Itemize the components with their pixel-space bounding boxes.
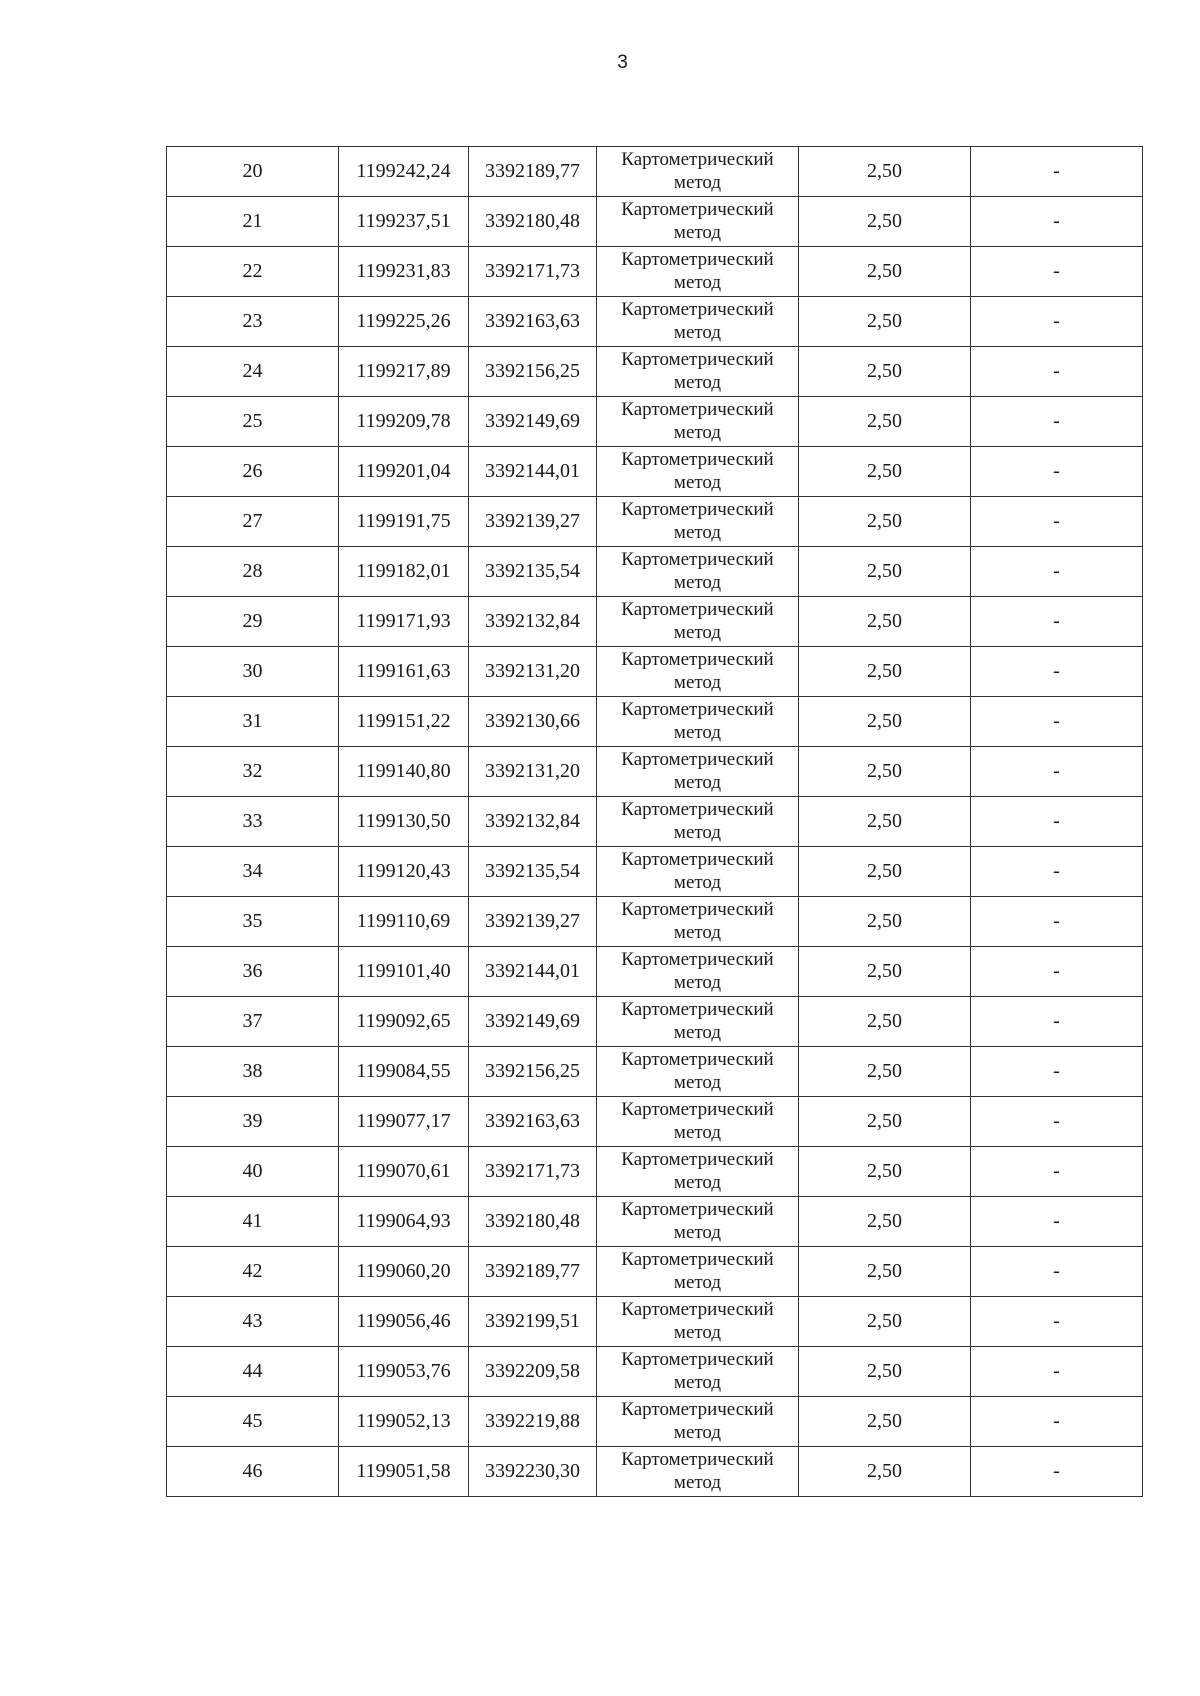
method-cell xyxy=(597,197,799,247)
y-coordinate-cell: 3392219,88 xyxy=(469,1397,597,1447)
table-row xyxy=(167,1347,1143,1397)
point-number-cell: 24 xyxy=(167,347,339,397)
point-number-cell: 46 xyxy=(167,1447,339,1497)
method-line-1: Картометрический xyxy=(621,1298,774,1320)
note-cell: - xyxy=(971,1247,1143,1297)
table-row xyxy=(167,947,1143,997)
accuracy-cell: 2,50 xyxy=(799,1197,971,1247)
table-row xyxy=(167,297,1143,347)
table-row xyxy=(167,397,1143,447)
table-row xyxy=(167,847,1143,897)
point-number-cell: 30 xyxy=(167,647,339,697)
note-cell: - xyxy=(971,1397,1143,1447)
method-cell xyxy=(597,1197,799,1247)
page-number: 3 xyxy=(617,52,628,73)
method-cell xyxy=(597,397,799,447)
method-line-1: Картометрический xyxy=(621,648,774,670)
method-line-2: метод xyxy=(673,271,722,293)
accuracy-cell: 2,50 xyxy=(799,447,971,497)
table-row xyxy=(167,247,1143,297)
note-cell: - xyxy=(971,747,1143,797)
y-coordinate-cell: 3392171,73 xyxy=(469,247,597,297)
method-line-2: метод xyxy=(673,1121,722,1143)
method-cell xyxy=(597,547,799,597)
method-line-2: метод xyxy=(673,571,722,593)
method-line-1: Картометрический xyxy=(621,248,774,270)
accuracy-cell: 2,50 xyxy=(799,1097,971,1147)
x-coordinate-cell: 1199110,69 xyxy=(339,897,469,947)
coordinates-table-body xyxy=(167,147,1143,1497)
table-row xyxy=(167,997,1143,1047)
method-line-2: метод xyxy=(673,871,722,893)
point-number-cell: 34 xyxy=(167,847,339,897)
x-coordinate-cell: 1199130,50 xyxy=(339,797,469,847)
note-cell: - xyxy=(971,997,1143,1047)
method-cell xyxy=(597,897,799,947)
method-cell xyxy=(597,147,799,197)
point-number-cell: 36 xyxy=(167,947,339,997)
x-coordinate-cell: 1199052,13 xyxy=(339,1397,469,1447)
method-line-1: Картометрический xyxy=(621,1348,774,1370)
table-row xyxy=(167,797,1143,847)
table-row xyxy=(167,697,1143,747)
method-line-2: метод xyxy=(673,221,722,243)
note-cell: - xyxy=(971,1297,1143,1347)
y-coordinate-cell: 3392132,84 xyxy=(469,597,597,647)
point-number-cell: 38 xyxy=(167,1047,339,1097)
method-line-1: Картометрический xyxy=(621,498,774,520)
method-line-1: Картометрический xyxy=(621,748,774,770)
method-line-1: Картометрический xyxy=(621,798,774,820)
accuracy-cell: 2,50 xyxy=(799,547,971,597)
y-coordinate-cell: 3392209,58 xyxy=(469,1347,597,1397)
x-coordinate-cell: 1199084,55 xyxy=(339,1047,469,1097)
method-line-1: Картометрический xyxy=(621,1048,774,1070)
point-number-cell: 39 xyxy=(167,1097,339,1147)
note-cell: - xyxy=(971,1197,1143,1247)
point-number-cell: 44 xyxy=(167,1347,339,1397)
y-coordinate-cell: 3392171,73 xyxy=(469,1147,597,1197)
table-row xyxy=(167,1147,1143,1197)
table-row xyxy=(167,147,1143,197)
note-cell: - xyxy=(971,897,1143,947)
point-number-cell: 21 xyxy=(167,197,339,247)
method-cell xyxy=(597,747,799,797)
note-cell: - xyxy=(971,947,1143,997)
accuracy-cell: 2,50 xyxy=(799,697,971,747)
x-coordinate-cell: 1199064,93 xyxy=(339,1197,469,1247)
table-row xyxy=(167,1097,1143,1147)
method-cell xyxy=(597,797,799,847)
point-number-cell: 27 xyxy=(167,497,339,547)
method-line-2: метод xyxy=(673,321,722,343)
table-row xyxy=(167,347,1143,397)
coordinates-table xyxy=(166,146,1143,1497)
accuracy-cell: 2,50 xyxy=(799,147,971,197)
accuracy-cell: 2,50 xyxy=(799,1247,971,1297)
method-line-1: Картометрический xyxy=(621,1248,774,1270)
accuracy-cell: 2,50 xyxy=(799,1047,971,1097)
table-row xyxy=(167,1397,1143,1447)
y-coordinate-cell: 3392163,63 xyxy=(469,297,597,347)
point-number-cell: 26 xyxy=(167,447,339,497)
method-line-1: Картометрический xyxy=(621,348,774,370)
method-line-1: Картометрический xyxy=(621,398,774,420)
method-line-1: Картометрический xyxy=(621,848,774,870)
note-cell: - xyxy=(971,447,1143,497)
x-coordinate-cell: 1199151,22 xyxy=(339,697,469,747)
accuracy-cell: 2,50 xyxy=(799,1447,971,1497)
method-line-1: Картометрический xyxy=(621,598,774,620)
method-cell xyxy=(597,847,799,897)
method-cell xyxy=(597,1147,799,1197)
point-number-cell: 45 xyxy=(167,1397,339,1447)
y-coordinate-cell: 3392149,69 xyxy=(469,397,597,447)
table-row xyxy=(167,447,1143,497)
y-coordinate-cell: 3392131,20 xyxy=(469,647,597,697)
x-coordinate-cell: 1199070,61 xyxy=(339,1147,469,1197)
note-cell: - xyxy=(971,1447,1143,1497)
method-cell xyxy=(597,1247,799,1297)
accuracy-cell: 2,50 xyxy=(799,797,971,847)
method-cell xyxy=(597,997,799,1047)
accuracy-cell: 2,50 xyxy=(799,397,971,447)
x-coordinate-cell: 1199191,75 xyxy=(339,497,469,547)
y-coordinate-cell: 3392144,01 xyxy=(469,447,597,497)
method-line-1: Картометрический xyxy=(621,1198,774,1220)
table-row xyxy=(167,197,1143,247)
method-line-1: Картометрический xyxy=(621,298,774,320)
method-line-2: метод xyxy=(673,171,722,193)
accuracy-cell: 2,50 xyxy=(799,247,971,297)
x-coordinate-cell: 1199120,43 xyxy=(339,847,469,897)
method-cell xyxy=(597,697,799,747)
method-cell xyxy=(597,297,799,347)
method-line-1: Картометрический xyxy=(621,1398,774,1420)
y-coordinate-cell: 3392132,84 xyxy=(469,797,597,847)
y-coordinate-cell: 3392139,27 xyxy=(469,497,597,547)
accuracy-cell: 2,50 xyxy=(799,1297,971,1347)
method-line-2: метод xyxy=(673,1071,722,1093)
method-line-1: Картометрический xyxy=(621,1448,774,1470)
table-row xyxy=(167,1197,1143,1247)
x-coordinate-cell: 1199092,65 xyxy=(339,997,469,1047)
note-cell: - xyxy=(971,697,1143,747)
note-cell: - xyxy=(971,1047,1143,1097)
x-coordinate-cell: 1199056,46 xyxy=(339,1297,469,1347)
point-number-cell: 25 xyxy=(167,397,339,447)
accuracy-cell: 2,50 xyxy=(799,947,971,997)
method-cell xyxy=(597,1297,799,1347)
x-coordinate-cell: 1199051,58 xyxy=(339,1447,469,1497)
x-coordinate-cell: 1199060,20 xyxy=(339,1247,469,1297)
x-coordinate-cell: 1199171,93 xyxy=(339,597,469,647)
point-number-cell: 22 xyxy=(167,247,339,297)
x-coordinate-cell: 1199161,63 xyxy=(339,647,469,697)
y-coordinate-cell: 3392135,54 xyxy=(469,547,597,597)
point-number-cell: 37 xyxy=(167,997,339,1047)
point-number-cell: 23 xyxy=(167,297,339,347)
y-coordinate-cell: 3392144,01 xyxy=(469,947,597,997)
y-coordinate-cell: 3392180,48 xyxy=(469,197,597,247)
method-line-1: Картометрический xyxy=(621,948,774,970)
point-number-cell: 33 xyxy=(167,797,339,847)
x-coordinate-cell: 1199053,76 xyxy=(339,1347,469,1397)
note-cell: - xyxy=(971,247,1143,297)
point-number-cell: 42 xyxy=(167,1247,339,1297)
y-coordinate-cell: 3392139,27 xyxy=(469,897,597,947)
y-coordinate-cell: 3392230,30 xyxy=(469,1447,597,1497)
x-coordinate-cell: 1199209,78 xyxy=(339,397,469,447)
note-cell: - xyxy=(971,1097,1143,1147)
accuracy-cell: 2,50 xyxy=(799,847,971,897)
table-row xyxy=(167,647,1143,697)
y-coordinate-cell: 3392156,25 xyxy=(469,1047,597,1097)
method-line-2: метод xyxy=(673,1271,722,1293)
method-cell xyxy=(597,347,799,397)
method-line-2: метод xyxy=(673,921,722,943)
point-number-cell: 32 xyxy=(167,747,339,797)
note-cell: - xyxy=(971,847,1143,897)
note-cell: - xyxy=(971,647,1143,697)
point-number-cell: 20 xyxy=(167,147,339,197)
point-number-cell: 41 xyxy=(167,1197,339,1247)
method-line-2: метод xyxy=(673,1371,722,1393)
y-coordinate-cell: 3392163,63 xyxy=(469,1097,597,1147)
method-line-2: метод xyxy=(673,1321,722,1343)
x-coordinate-cell: 1199217,89 xyxy=(339,347,469,397)
method-line-2: метод xyxy=(673,1421,722,1443)
method-cell xyxy=(597,947,799,997)
accuracy-cell: 2,50 xyxy=(799,747,971,797)
accuracy-cell: 2,50 xyxy=(799,997,971,1047)
method-cell xyxy=(597,1097,799,1147)
x-coordinate-cell: 1199140,80 xyxy=(339,747,469,797)
method-line-2: метод xyxy=(673,1171,722,1193)
table-row xyxy=(167,747,1143,797)
method-line-1: Картометрический xyxy=(621,198,774,220)
method-line-2: метод xyxy=(673,671,722,693)
x-coordinate-cell: 1199182,01 xyxy=(339,547,469,597)
accuracy-cell: 2,50 xyxy=(799,1147,971,1197)
accuracy-cell: 2,50 xyxy=(799,297,971,347)
method-cell xyxy=(597,247,799,297)
point-number-cell: 28 xyxy=(167,547,339,597)
note-cell: - xyxy=(971,347,1143,397)
table-row xyxy=(167,1047,1143,1097)
table-row xyxy=(167,497,1143,547)
method-cell xyxy=(597,1347,799,1397)
point-number-cell: 29 xyxy=(167,597,339,647)
y-coordinate-cell: 3392156,25 xyxy=(469,347,597,397)
method-line-2: метод xyxy=(673,371,722,393)
accuracy-cell: 2,50 xyxy=(799,1397,971,1447)
table-row xyxy=(167,1247,1143,1297)
method-line-2: метод xyxy=(673,771,722,793)
y-coordinate-cell: 3392180,48 xyxy=(469,1197,597,1247)
accuracy-cell: 2,50 xyxy=(799,597,971,647)
accuracy-cell: 2,50 xyxy=(799,497,971,547)
method-cell xyxy=(597,1047,799,1097)
table-row xyxy=(167,1447,1143,1497)
method-line-2: метод xyxy=(673,1471,722,1493)
method-line-2: метод xyxy=(673,971,722,993)
accuracy-cell: 2,50 xyxy=(799,347,971,397)
accuracy-cell: 2,50 xyxy=(799,197,971,247)
method-cell xyxy=(597,647,799,697)
y-coordinate-cell: 3392199,51 xyxy=(469,1297,597,1347)
note-cell: - xyxy=(971,197,1143,247)
y-coordinate-cell: 3392135,54 xyxy=(469,847,597,897)
method-line-2: метод xyxy=(673,521,722,543)
note-cell: - xyxy=(971,147,1143,197)
method-line-2: метод xyxy=(673,1221,722,1243)
x-coordinate-cell: 1199201,04 xyxy=(339,447,469,497)
method-line-2: метод xyxy=(673,821,722,843)
method-line-1: Картометрический xyxy=(621,148,774,170)
method-line-1: Картометрический xyxy=(621,448,774,470)
method-cell xyxy=(597,447,799,497)
method-cell xyxy=(597,597,799,647)
method-line-1: Картометрический xyxy=(621,548,774,570)
note-cell: - xyxy=(971,297,1143,347)
method-line-2: метод xyxy=(673,621,722,643)
method-line-1: Картометрический xyxy=(621,998,774,1020)
method-line-1: Картометрический xyxy=(621,698,774,720)
method-line-2: метод xyxy=(673,1021,722,1043)
x-coordinate-cell: 1199242,24 xyxy=(339,147,469,197)
note-cell: - xyxy=(971,1147,1143,1197)
note-cell: - xyxy=(971,797,1143,847)
method-cell xyxy=(597,1447,799,1497)
note-cell: - xyxy=(971,547,1143,597)
y-coordinate-cell: 3392130,66 xyxy=(469,697,597,747)
y-coordinate-cell: 3392149,69 xyxy=(469,997,597,1047)
note-cell: - xyxy=(971,497,1143,547)
x-coordinate-cell: 1199225,26 xyxy=(339,297,469,347)
method-line-2: метод xyxy=(673,421,722,443)
note-cell: - xyxy=(971,397,1143,447)
point-number-cell: 40 xyxy=(167,1147,339,1197)
method-cell xyxy=(597,1397,799,1447)
point-number-cell: 31 xyxy=(167,697,339,747)
table-row xyxy=(167,897,1143,947)
method-line-1: Картометрический xyxy=(621,898,774,920)
note-cell: - xyxy=(971,597,1143,647)
table-row xyxy=(167,1297,1143,1347)
y-coordinate-cell: 3392189,77 xyxy=(469,1247,597,1297)
method-line-1: Картометрический xyxy=(621,1098,774,1120)
table-row xyxy=(167,597,1143,647)
point-number-cell: 43 xyxy=(167,1297,339,1347)
table-row xyxy=(167,547,1143,597)
accuracy-cell: 2,50 xyxy=(799,897,971,947)
y-coordinate-cell: 3392131,20 xyxy=(469,747,597,797)
x-coordinate-cell: 1199077,17 xyxy=(339,1097,469,1147)
note-cell: - xyxy=(971,1347,1143,1397)
accuracy-cell: 2,50 xyxy=(799,647,971,697)
accuracy-cell: 2,50 xyxy=(799,1347,971,1397)
point-number-cell: 35 xyxy=(167,897,339,947)
method-line-2: метод xyxy=(673,721,722,743)
method-line-2: метод xyxy=(673,471,722,493)
x-coordinate-cell: 1199231,83 xyxy=(339,247,469,297)
method-line-1: Картометрический xyxy=(621,1148,774,1170)
x-coordinate-cell: 1199101,40 xyxy=(339,947,469,997)
y-coordinate-cell: 3392189,77 xyxy=(469,147,597,197)
x-coordinate-cell: 1199237,51 xyxy=(339,197,469,247)
method-cell xyxy=(597,497,799,547)
